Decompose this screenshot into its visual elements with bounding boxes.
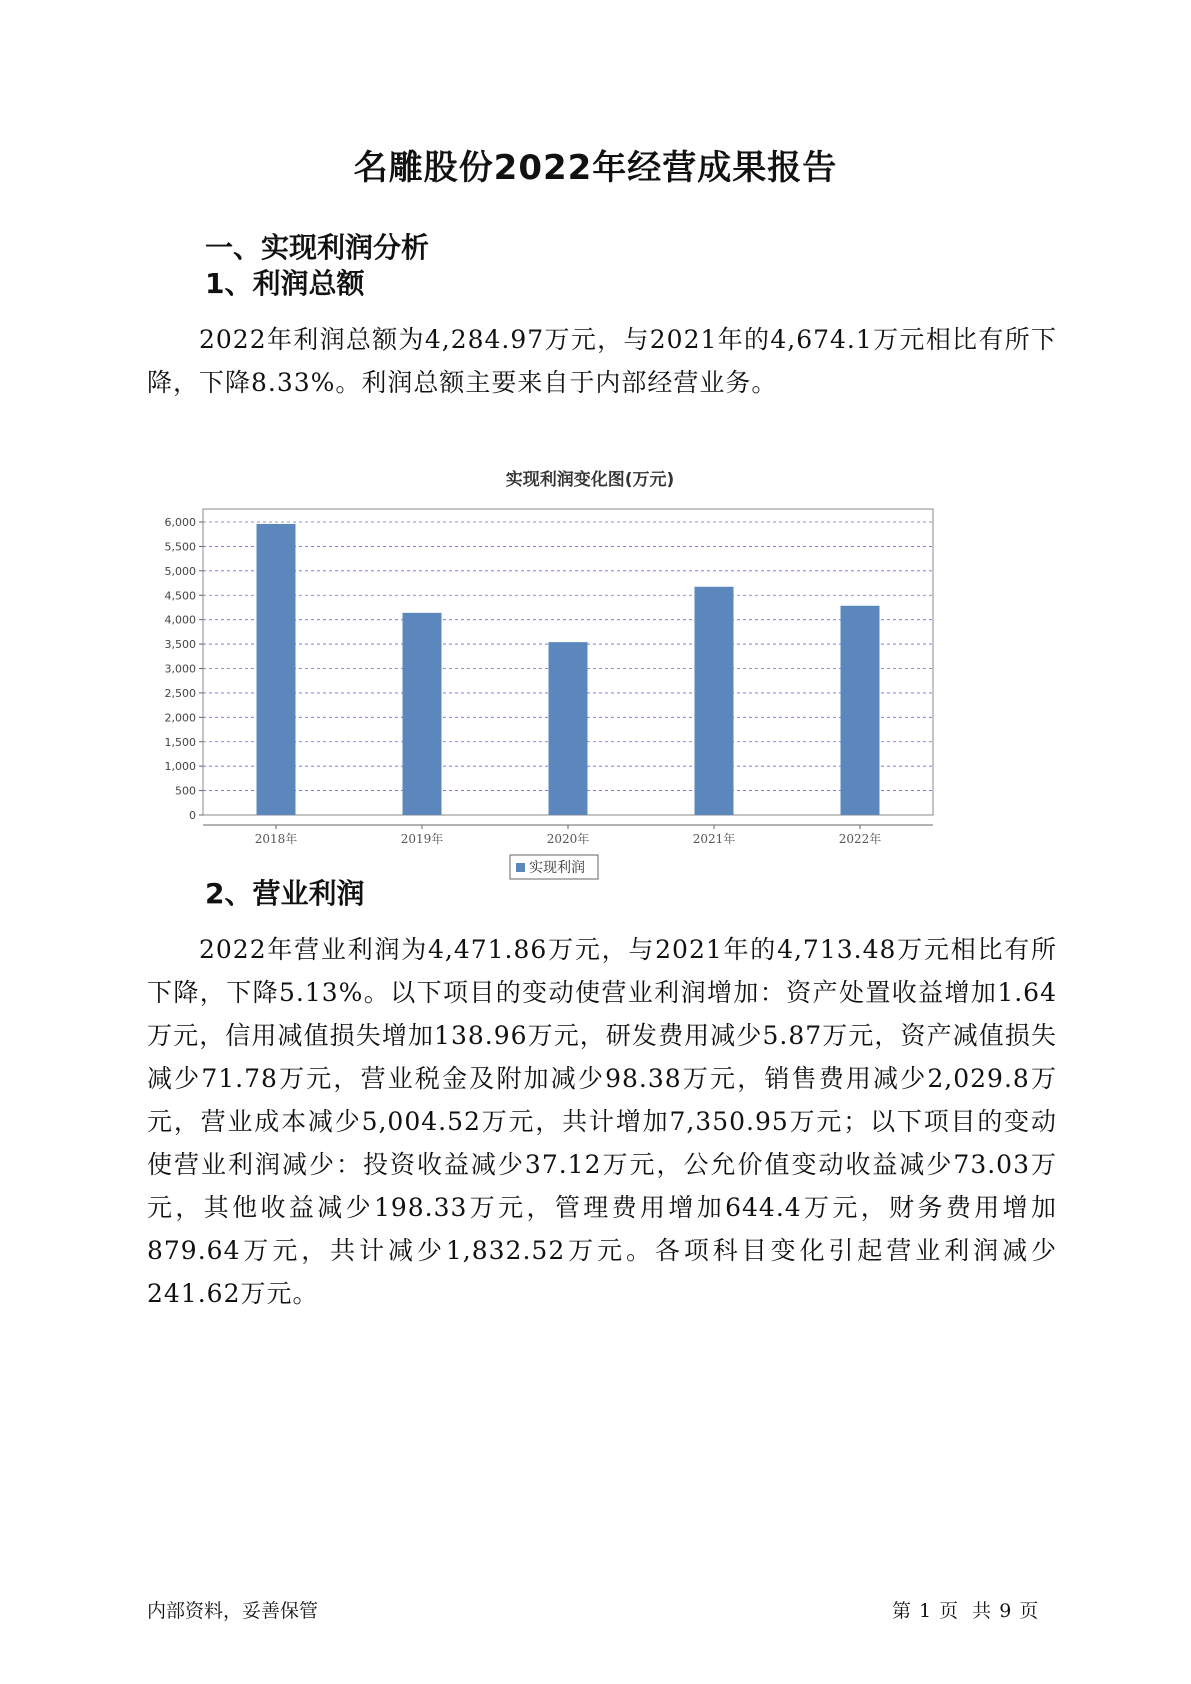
y-tick-label: 3,000 — [164, 662, 196, 676]
subsection-heading-operating-profit: 2、营业利润 — [205, 877, 365, 910]
operating-profit-paragraph: 2022年营业利润为4,471.86万元，与2021年的4,713.48万元相比有所下降，下降5.13%。以下项目的变动使营业利润增加：资产处置收益增加1.64万元，信用减值损失增加138.96万元，研发费用减少5.87万元，资产减值损失减少71.78万元，营业税金及附加减少98.38万元，销售费用减少2,029.8万元，营业成本减少5,004.52万元，共计增加7,350.95万元；以下项目的变动使营业利润减少：投资收益减少37.12万元，公允价值变动收益减少73.03万元，其他收益减少198.33万元，管理费用增加644.4万元，财务费用增加879.64万元，共计减少1,832.52万元。各项科目变化引起营业利润减少241.62万元。 — [147, 935, 1057, 1308]
section-heading-profit-analysis: 一、实现利润分析 — [205, 231, 430, 264]
y-tick-label: 2,000 — [164, 711, 196, 725]
page-number: 1 — [919, 1600, 932, 1622]
total-unit: 页 — [1019, 1600, 1039, 1622]
page-prefix: 第 — [892, 1600, 912, 1622]
total-pages: 9 — [999, 1600, 1012, 1622]
y-tick-label: 5,500 — [164, 540, 196, 554]
y-tick-label: 1,000 — [164, 760, 196, 774]
y-tick-label: 2,500 — [164, 686, 196, 700]
x-tick-label: 2020年 — [546, 832, 590, 846]
document-title: 名雕股份2022年经营成果报告 — [353, 148, 838, 188]
profit-bar-chart — [150, 455, 1030, 915]
chart-title: 实现利润变化图(万元) — [505, 470, 675, 490]
chart-canvas — [150, 455, 1030, 915]
subsection-heading-total-profit: 1、利润总额 — [205, 267, 365, 300]
legend-swatch — [516, 863, 525, 872]
y-tick-label: 6,000 — [164, 516, 196, 529]
total-prefix: 共 — [972, 1600, 992, 1622]
y-tick-label: 1,500 — [164, 735, 196, 749]
bar-5 — [841, 606, 880, 815]
bar-1 — [257, 524, 296, 815]
total-profit-paragraph: 2022年利润总额为4,284.97万元，与2021年的4,674.1万元相比有所下降，下降8.33%。利润总额主要来自于内部经营业务。 — [147, 325, 1057, 397]
footer-confidential-note: 内部资料，妥善保管 — [147, 1600, 319, 1622]
legend-label: 实现利润 — [529, 860, 585, 876]
y-tick-label: 4,000 — [164, 613, 196, 627]
page-unit: 页 — [939, 1600, 959, 1622]
bar-4 — [695, 587, 734, 815]
footer-page-info — [888, 1596, 1042, 1623]
y-tick-label: 0 — [189, 809, 196, 822]
bar-3 — [549, 642, 588, 815]
x-tick-label: 2018年 — [254, 832, 298, 846]
y-tick-label: 5,000 — [164, 564, 196, 578]
x-tick-label: 2019年 — [400, 832, 444, 846]
x-tick-label: 2021年 — [692, 832, 736, 846]
y-tick-label: 3,500 — [164, 638, 196, 652]
y-tick-label: 4,500 — [164, 589, 196, 603]
y-tick-label: 500 — [175, 784, 196, 798]
bar-2 — [403, 613, 442, 815]
x-tick-label: 2022年 — [838, 832, 882, 846]
